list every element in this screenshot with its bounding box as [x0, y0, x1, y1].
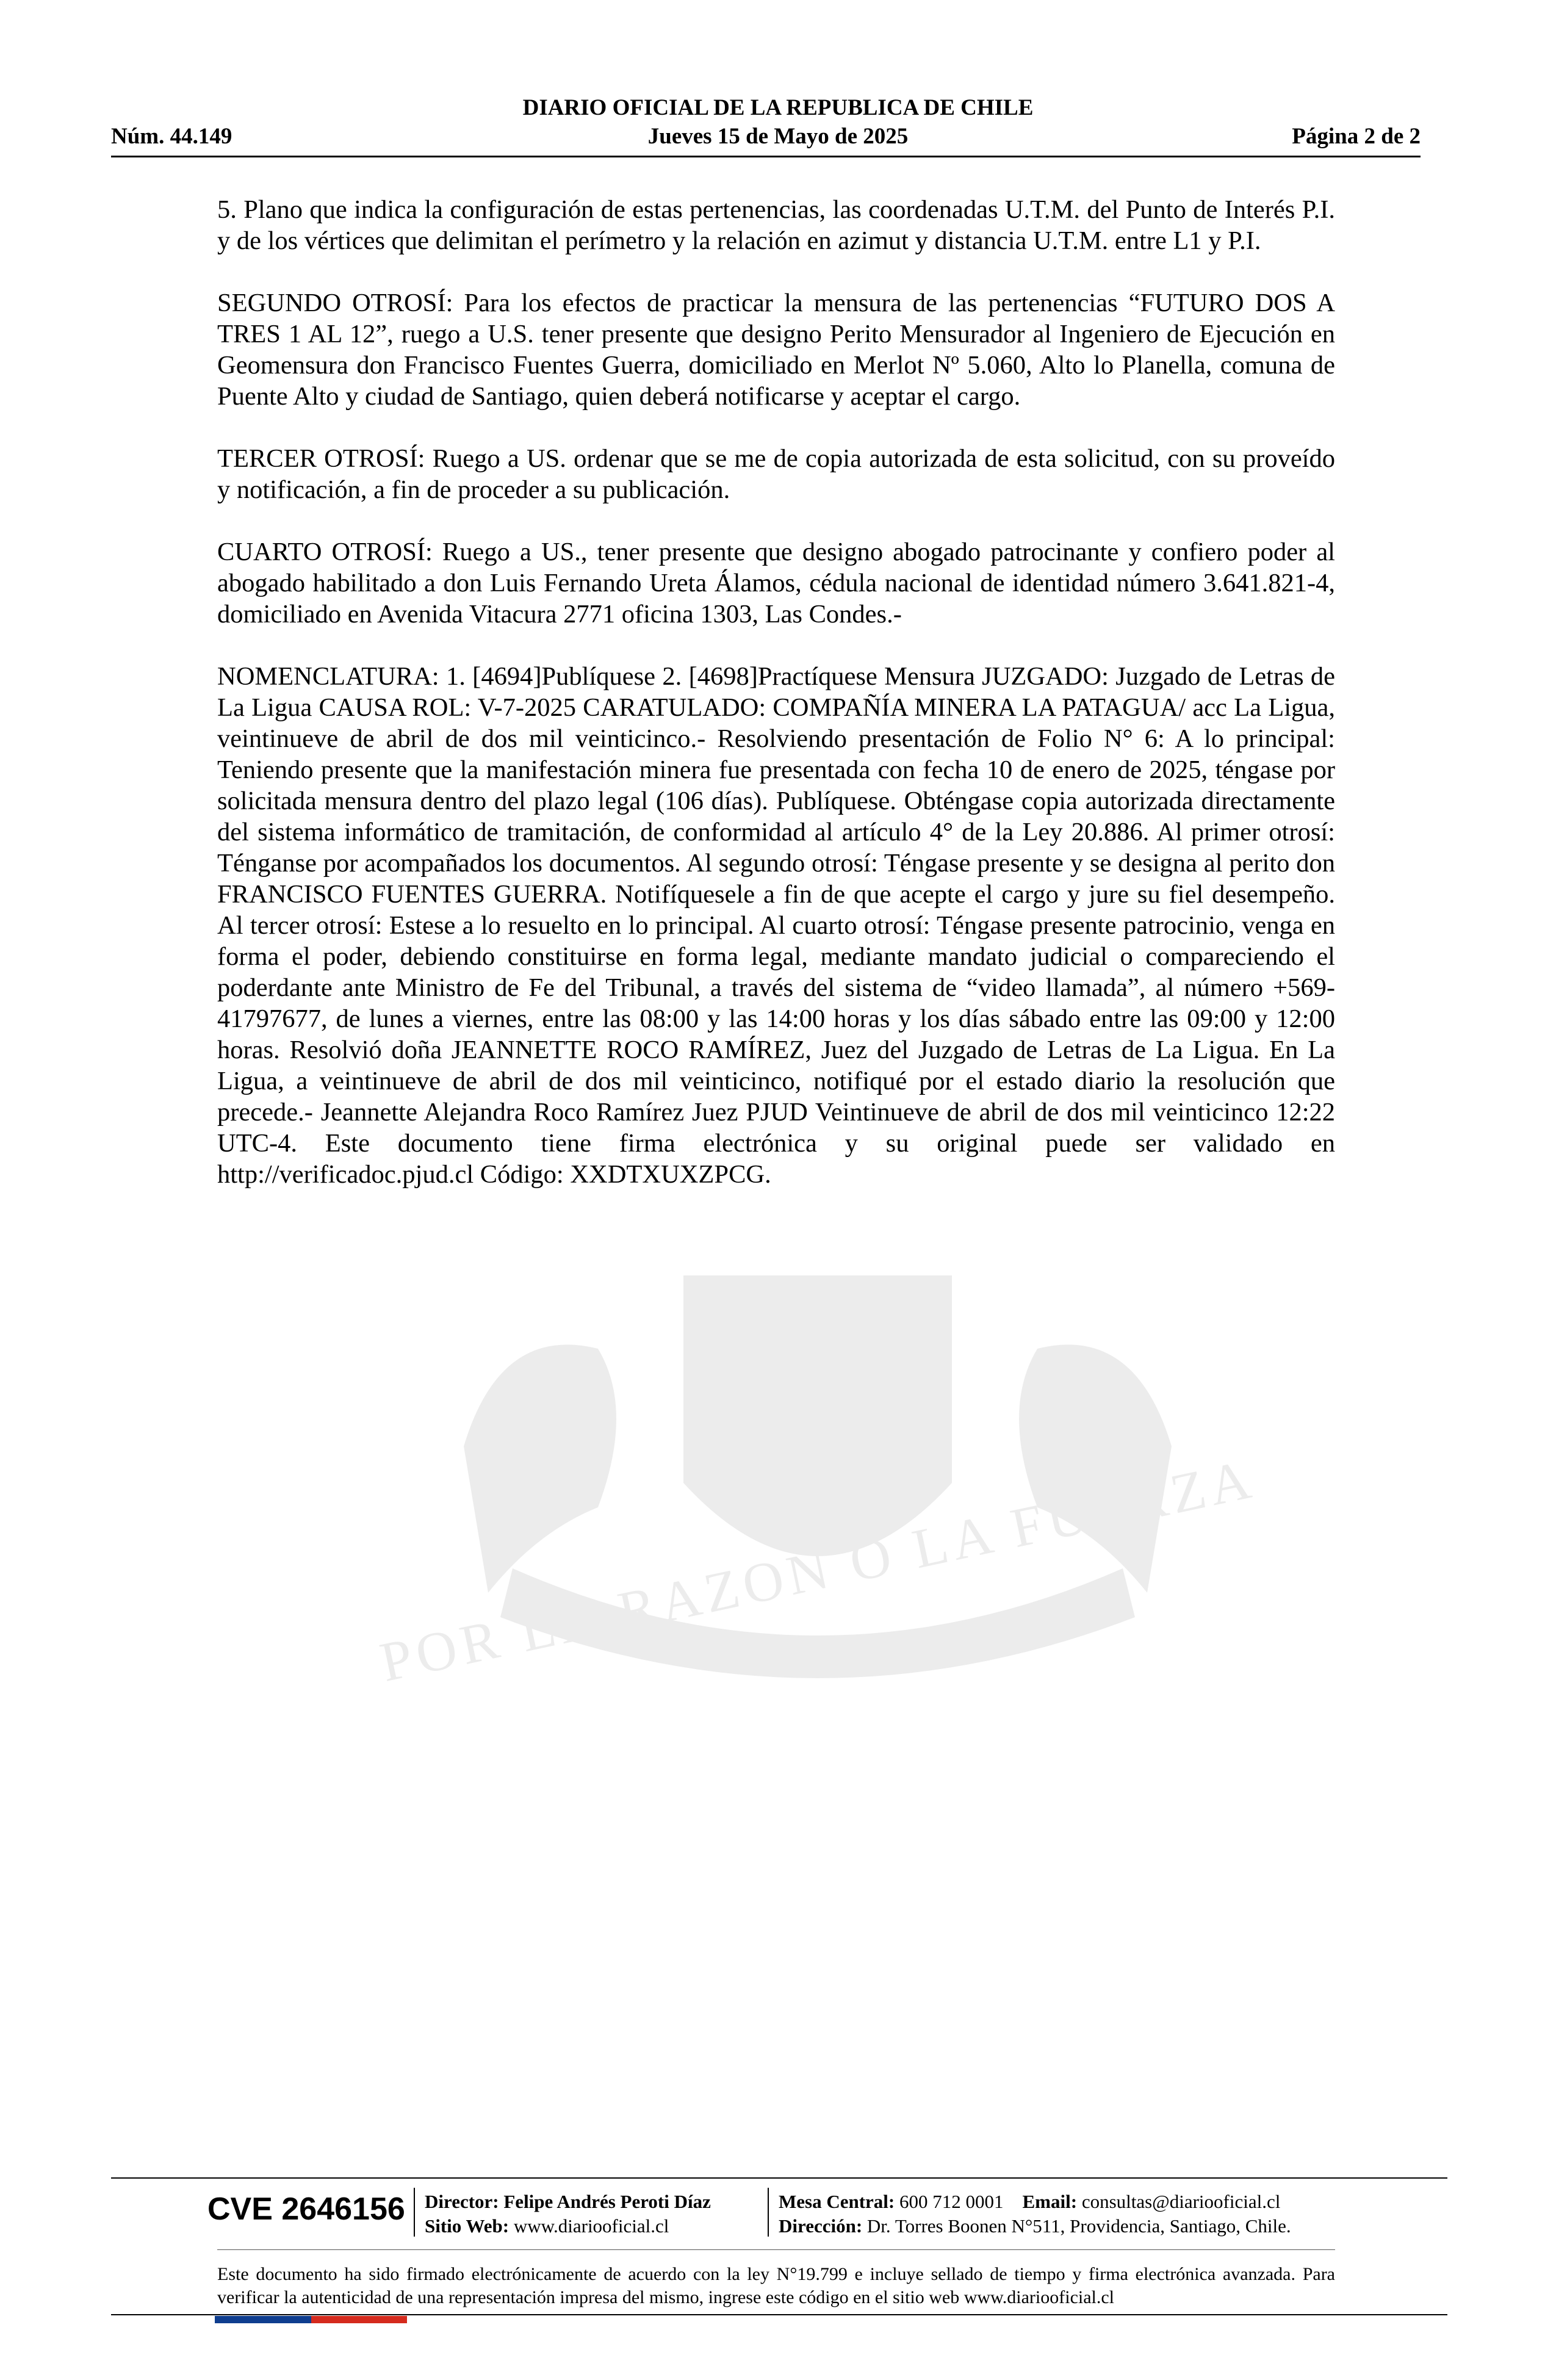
issue-date: Jueves 15 de Mayo de 2025: [647, 124, 909, 149]
flag-stripe-red: [311, 2316, 359, 2323]
mesa-value: 600 712 0001: [899, 2191, 1004, 2212]
newspaper-title: DIARIO OFICIAL DE LA REPUBLICA DE CHILE: [522, 95, 1034, 120]
site-link[interactable]: www.diariooficial.cl: [513, 2215, 669, 2237]
footer-contact-block: [779, 2190, 1291, 2238]
paragraph-plano: 5. Plano que indica la configuración de estas pertenencias, las coordenadas U.T.M. del Punto de Interés P.I. y de los vértices que delimitan el perímetro y la relación en azimut y distancia U.T.M. entre L1 y P.I.: [217, 195, 1335, 255]
document-body: [217, 194, 1335, 1221]
footer-top-divider: [111, 2177, 1447, 2179]
footer-inner-divider: [217, 2249, 1335, 2250]
address-label: Dirección:: [779, 2215, 863, 2237]
mesa-label: Mesa Central:: [779, 2191, 895, 2212]
footer-separator: [768, 2188, 769, 2237]
footer-separator: [414, 2188, 415, 2237]
email-label: Email:: [1022, 2191, 1078, 2212]
footer-bottom-divider: [111, 2314, 1447, 2315]
issue-number: Núm. 44.149: [111, 124, 232, 149]
email-link[interactable]: consultas@diariooficial.cl: [1081, 2191, 1281, 2212]
paragraph-cuarto-otrosi: CUARTO OTROSÍ: Ruego a US., tener presente que designo abogado patrocinante y confiero poder al abogado habilitado a don Luis Fernando Ureta Álamos, cédula nacional de identidad número 3.641.821-4, domiciliado en Avenida Vitacura 2771 oficina 1303, Las Condes.-: [217, 538, 1335, 629]
page-indicator: Página 2 de 2: [1292, 124, 1421, 149]
flag-stripe-red: [359, 2316, 407, 2323]
cve-code: CVE 2646156: [207, 2191, 405, 2227]
coat-of-arms-watermark: [342, 1251, 1294, 1693]
watermark-motto: POR LA RAZON O LA FUERZA: [375, 1447, 1261, 1693]
flag-stripe-blue: [263, 2316, 311, 2323]
flag-stripe-blue: [215, 2316, 263, 2323]
flag-stripe: [215, 2316, 407, 2323]
paragraph-segundo-otrosi: SEGUNDO OTROSÍ: Para los efectos de practicar la mensura de las pertenencias “FUTURO DOS A TRES 1 AL 12”, ruego a U.S. tener presente que designo Perito Mensurador al Ingeniero de Ejecución en Geomensura don Francisco Fuentes Guerra, domiciliado en Merlot Nº 5.060, Alto lo Planella, comuna de Puente Alto y ciudad de Santiago, quien deberá notificarse y aceptar el cargo.: [217, 289, 1335, 411]
site-label: Sitio Web:: [425, 2215, 510, 2237]
director-label: Director:: [425, 2191, 499, 2212]
paragraph-nomenclatura: NOMENCLATURA: 1. [4694]Publíquese 2. [4698]Practíquese Mensura JUZGADO: Juzgado de Letras de La Ligua CAUSA ROL: V-7-2025 CARATULADO: COMPAÑÍA MINERA LA PATAGUA/ acc La Ligua, veintinueve de abril de dos mil veinticinco.- Resolviendo presentación de Folio N° 6: A lo principal: Teniendo presente que la manifestación minera fue presentada con fecha 10 de enero de 2025, téngase por solicitada mensura dentro del plazo legal (106 días). Publíquese. Obténgase copia autorizada directamente del sistema informático de tramitación, de conformidad al artículo 4° de la Ley 20.886. Al primer otrosí: Ténganse por acompañados los documentos. Al segundo otrosí: Téngase presente y se designa al perito don FRANCISCO FUENTES GUERRA. Notifíquesele a fin de que acepte el cargo y jure su fiel desempeño. Al tercer otrosí: Estese a lo resuelto en lo principal. Al cuarto otrosí: Téngase presente patrocinio, venga en forma el poder, debiendo constituirse en forma legal, mediante mandato judicial o compareciendo el poderdante ante Ministro de Fe del Tribunal, a través del sistema de “video llamada”, al número +569-41797677, de lunes a viernes, entre las 08:00 y las 14:00 horas y los días sábado entre las 09:00 y 12:00 horas. Resolvió doña JEANNETTE ROCO RAMÍREZ, Juez del Juzgado de Letras de La Ligua. En La Ligua, a veintinueve de abril de dos mil veinticinco, notifiqué por el estado diario la resolución que precede.- Jeannette Alejandra Roco Ramírez Juez PJUD Veintinueve de abril de dos mil veinticinco 12:22 UTC-4. Este documento tiene firma electrónica y su original puede ser validado en http://verificadoc.pjud.cl Código: XXDTXUXZPCG.: [217, 662, 1335, 1189]
address-value: Dr. Torres Boonen N°511, Providencia, Santiago, Chile.: [866, 2215, 1291, 2237]
paragraph-tercer-otrosi: TERCER OTROSÍ: Ruego a US. ordenar que se me de copia autorizada de esta solicitud, con su proveído y notificación, a fin de proceder a su publicación.: [217, 444, 1335, 504]
header-divider: [111, 156, 1421, 157]
director-name: Felipe Andrés Peroti Díaz: [503, 2191, 711, 2212]
footer-legal-note: Este documento ha sido firmado electrónicamente de acuerdo con la ley N°19.799 e incluye sellado de tiempo y firma electrónica avanzada. Para verificar la autenticidad de una representación impresa del mismo, ingrese este código en el sitio web www.diariooficial.cl: [217, 2264, 1335, 2307]
footer-director-block: [425, 2190, 711, 2238]
